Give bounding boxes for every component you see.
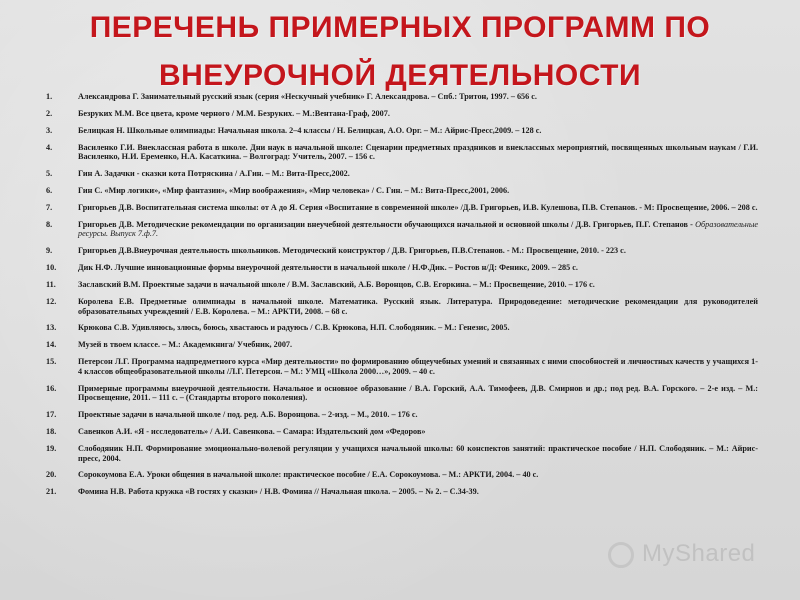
- bibliography-item: [46, 126, 758, 136]
- watermark-text: MyShared: [642, 540, 756, 567]
- item-text: Проектные задачи в начальной школе / под. ред. А.Б. Воронцова. – 2-изд. – М., 2010. – 176 с.: [78, 410, 418, 420]
- item-text: Григорьев Д.В. Воспитательная система школы: от А до Я. Серия «Воспитание в современной школе» /Д.В. Григорьев, И.В. Кулешова, П.В. Степанов. - М: Просвещение, 2006. – 208 с.: [78, 202, 758, 212]
- item-number: 20.: [46, 470, 57, 480]
- bibliography-item: [46, 263, 758, 273]
- title-line-2: ВНЕУРОЧНОЙ ДЕЯТЕЛЬНОСТИ: [158, 59, 642, 92]
- item-text: Крюкова С.В. Удивляюсь, злюсь, боюсь, хвастаюсь и радуюсь / С.В. Крюкова, Н.П. Слободяник. – М.: Генезис, 2005.: [78, 323, 510, 333]
- item-number: 10.: [46, 263, 57, 273]
- item-number: 6.: [46, 186, 53, 196]
- title-line-1: ПЕРЕЧЕНЬ ПРИМЕРНЫХ ПРОГРАММ ПО: [89, 11, 711, 44]
- item-number: 12.: [46, 296, 57, 306]
- watermark-logo: [608, 538, 768, 574]
- item-text: Дик Н.Ф. Лучшие инновационные формы внеурочной деятельности в начальной школе / Н.Ф.Дик. – Ростов н/Д: Феникс, 2009. – 285 с.: [78, 263, 578, 273]
- item-number: 9.: [46, 246, 53, 256]
- item-number: 16.: [46, 383, 57, 393]
- bibliography-item: [46, 246, 758, 256]
- item-text: Александрова Г. Занимательный русский язык (серия «Нескучный учебник» Г. Александрова. – Спб.: Тритон, 1997. – 656 с.: [78, 92, 537, 101]
- item-number: 14.: [46, 340, 57, 350]
- bibliography-item: [46, 410, 758, 420]
- bibliography-item: [46, 203, 758, 213]
- item-text: Безруких М.М. Все цвета, кроме черного / М.М. Безруких. – М.:Вентана-Граф, 2007.: [78, 108, 390, 118]
- item-italic-note: Образовательные ресурсы. Выпуск 7.ф.7.: [78, 219, 759, 239]
- bibliography-item: [46, 92, 758, 102]
- item-text: Фомина Н.В. Работа кружка «В гостях у сказки» / Н.В. Фомина // Начальная школа. – 2005. – № 2. – С.34-39.: [78, 487, 479, 497]
- bibliography-item: [46, 220, 758, 239]
- item-number: 17.: [46, 410, 57, 420]
- item-number: 2.: [46, 108, 53, 118]
- item-number: 13.: [46, 323, 57, 333]
- bibliography-item: [46, 444, 758, 463]
- item-text: Белицкая Н. Школьные олимпиады: Начальная школа. 2–4 классы / Н. Белицкая, А.О. Орг. – М.: Айрис-Пресс,2009. – 128 с.: [78, 125, 542, 135]
- bibliography-item: [46, 427, 758, 437]
- item-number: 19.: [46, 444, 57, 453]
- item-text: Музей в твоем классе. – М.: Академкнига/ Учебник, 2007.: [78, 340, 293, 350]
- item-number: 5.: [46, 169, 53, 179]
- item-text: Слободяник Н.П. Формирование эмоционально-волевой регуляции у учащихся начальной школы: 60 конспектов занятий: практическое пособие / Н.П. Слободяник. – М.: Айрис-пресс, 2004.: [78, 444, 758, 463]
- item-text: Василенко Г.И. Внеклассная работа в школе. Дни наук в начальной школе: Сценарии предметных праздников и внеклассных мероприятий, посвященных школьным наукам / Г.И. Василенко, Н.И. Еременко, Н.А. Касаткина. – Волгоград: Учитель, 2007. – 156 с.: [78, 142, 758, 162]
- item-text: Примерные программы внеурочной деятельности. Начальное и основное образование / В.А. Горский, А.А. Тимофеев, Д.В. Смирнов и др.; под ред. В.А. Горского. – 2-е изд. – М.: Просвещение, 2011. – 111 с. – (Стандарты второго поколения).: [78, 383, 758, 403]
- bibliography-item: [46, 169, 758, 179]
- item-text: Гин С. «Мир логики», «Мир фантазии», «Мир воображения», «Мир человека» / С. Гин. – М.: Вита-Пресс,2001, 2006.: [78, 186, 510, 196]
- bibliography-item: [46, 143, 758, 162]
- item-text: Петерсон Л.Г. Программа надпредметного курса «Мир деятельности» по формированию общеучебных умений и связанных с ними способностей и личностных качеств у учащихся 1-4 классов общеобразовательной школы /Л.Г. Петерсон. – М.: УМЦ «Школа 2000…», 2009. – 40 с.: [78, 357, 758, 376]
- item-number: 18.: [46, 427, 57, 437]
- bibliography-item: [46, 487, 758, 497]
- bibliography-item: [46, 297, 758, 316]
- item-number: 3.: [46, 125, 53, 135]
- item-number: 15.: [46, 357, 57, 367]
- bibliography-item: [46, 109, 758, 119]
- item-text: Королева Е.В. Предметные олимпиады в начальной школе. Математика. Русский язык. Литература. Природоведение: методические рекомендации для руководителей образовательных учреждений / Е.В. Королева. – М.: АРКТИ, 2008. – 68 с.: [78, 296, 758, 316]
- bibliography-item: [46, 186, 758, 196]
- item-text: Григорьев Д.В.Внеурочная деятельность школьников. Методический конструктор / Д.В. Григорьев, П.В.Степанов. - М.: Просвещение, 2010. - 223 с.: [78, 246, 626, 256]
- item-number: 4.: [46, 142, 53, 152]
- bibliography-item: [46, 323, 758, 333]
- bibliography-list: [46, 92, 758, 504]
- item-number: 7.: [46, 202, 53, 212]
- slide-title: [0, 4, 800, 100]
- item-number: 1.: [46, 92, 53, 101]
- item-text: Сорокоумова Е.А. Уроки общения в начальной школе: практическое пособие / Е.А. Сорокоумова. – М.: АРКТИ, 2004. – 40 с.: [78, 470, 539, 480]
- item-text: Савенков А.И. «Я - исследователь» / А.И. Савенкова. – Самара: Издательский дом «Федоров»: [78, 427, 426, 437]
- item-number: 8.: [46, 219, 53, 229]
- bibliography-item: [46, 340, 758, 350]
- item-number: 21.: [46, 487, 57, 497]
- myshared-logo-icon: [608, 542, 634, 568]
- item-text: Гин А. Задачки - сказки кота Потряскина / А.Гин. – М.: Вита-Пресс,2002.: [78, 169, 350, 179]
- item-text: Григорьев Д.В. Методические рекомендации по организации внеучебной деятельности обучающихся начальной и основной школы / Д.В. Григорьев, П.Г. Степанов -: [78, 219, 693, 229]
- bibliography-item: [46, 384, 758, 403]
- item-number: 11.: [46, 280, 56, 290]
- item-text: Заславский В.М. Проектные задачи в начальной школе / В.М. Заславский, А.Б. Воронцов, С.В. Егоркина. – М.: Просвещение, 2010. – 176 с.: [78, 280, 595, 290]
- bibliography-item: [46, 357, 758, 376]
- bibliography-item: [46, 470, 758, 480]
- bibliography-item: [46, 280, 758, 290]
